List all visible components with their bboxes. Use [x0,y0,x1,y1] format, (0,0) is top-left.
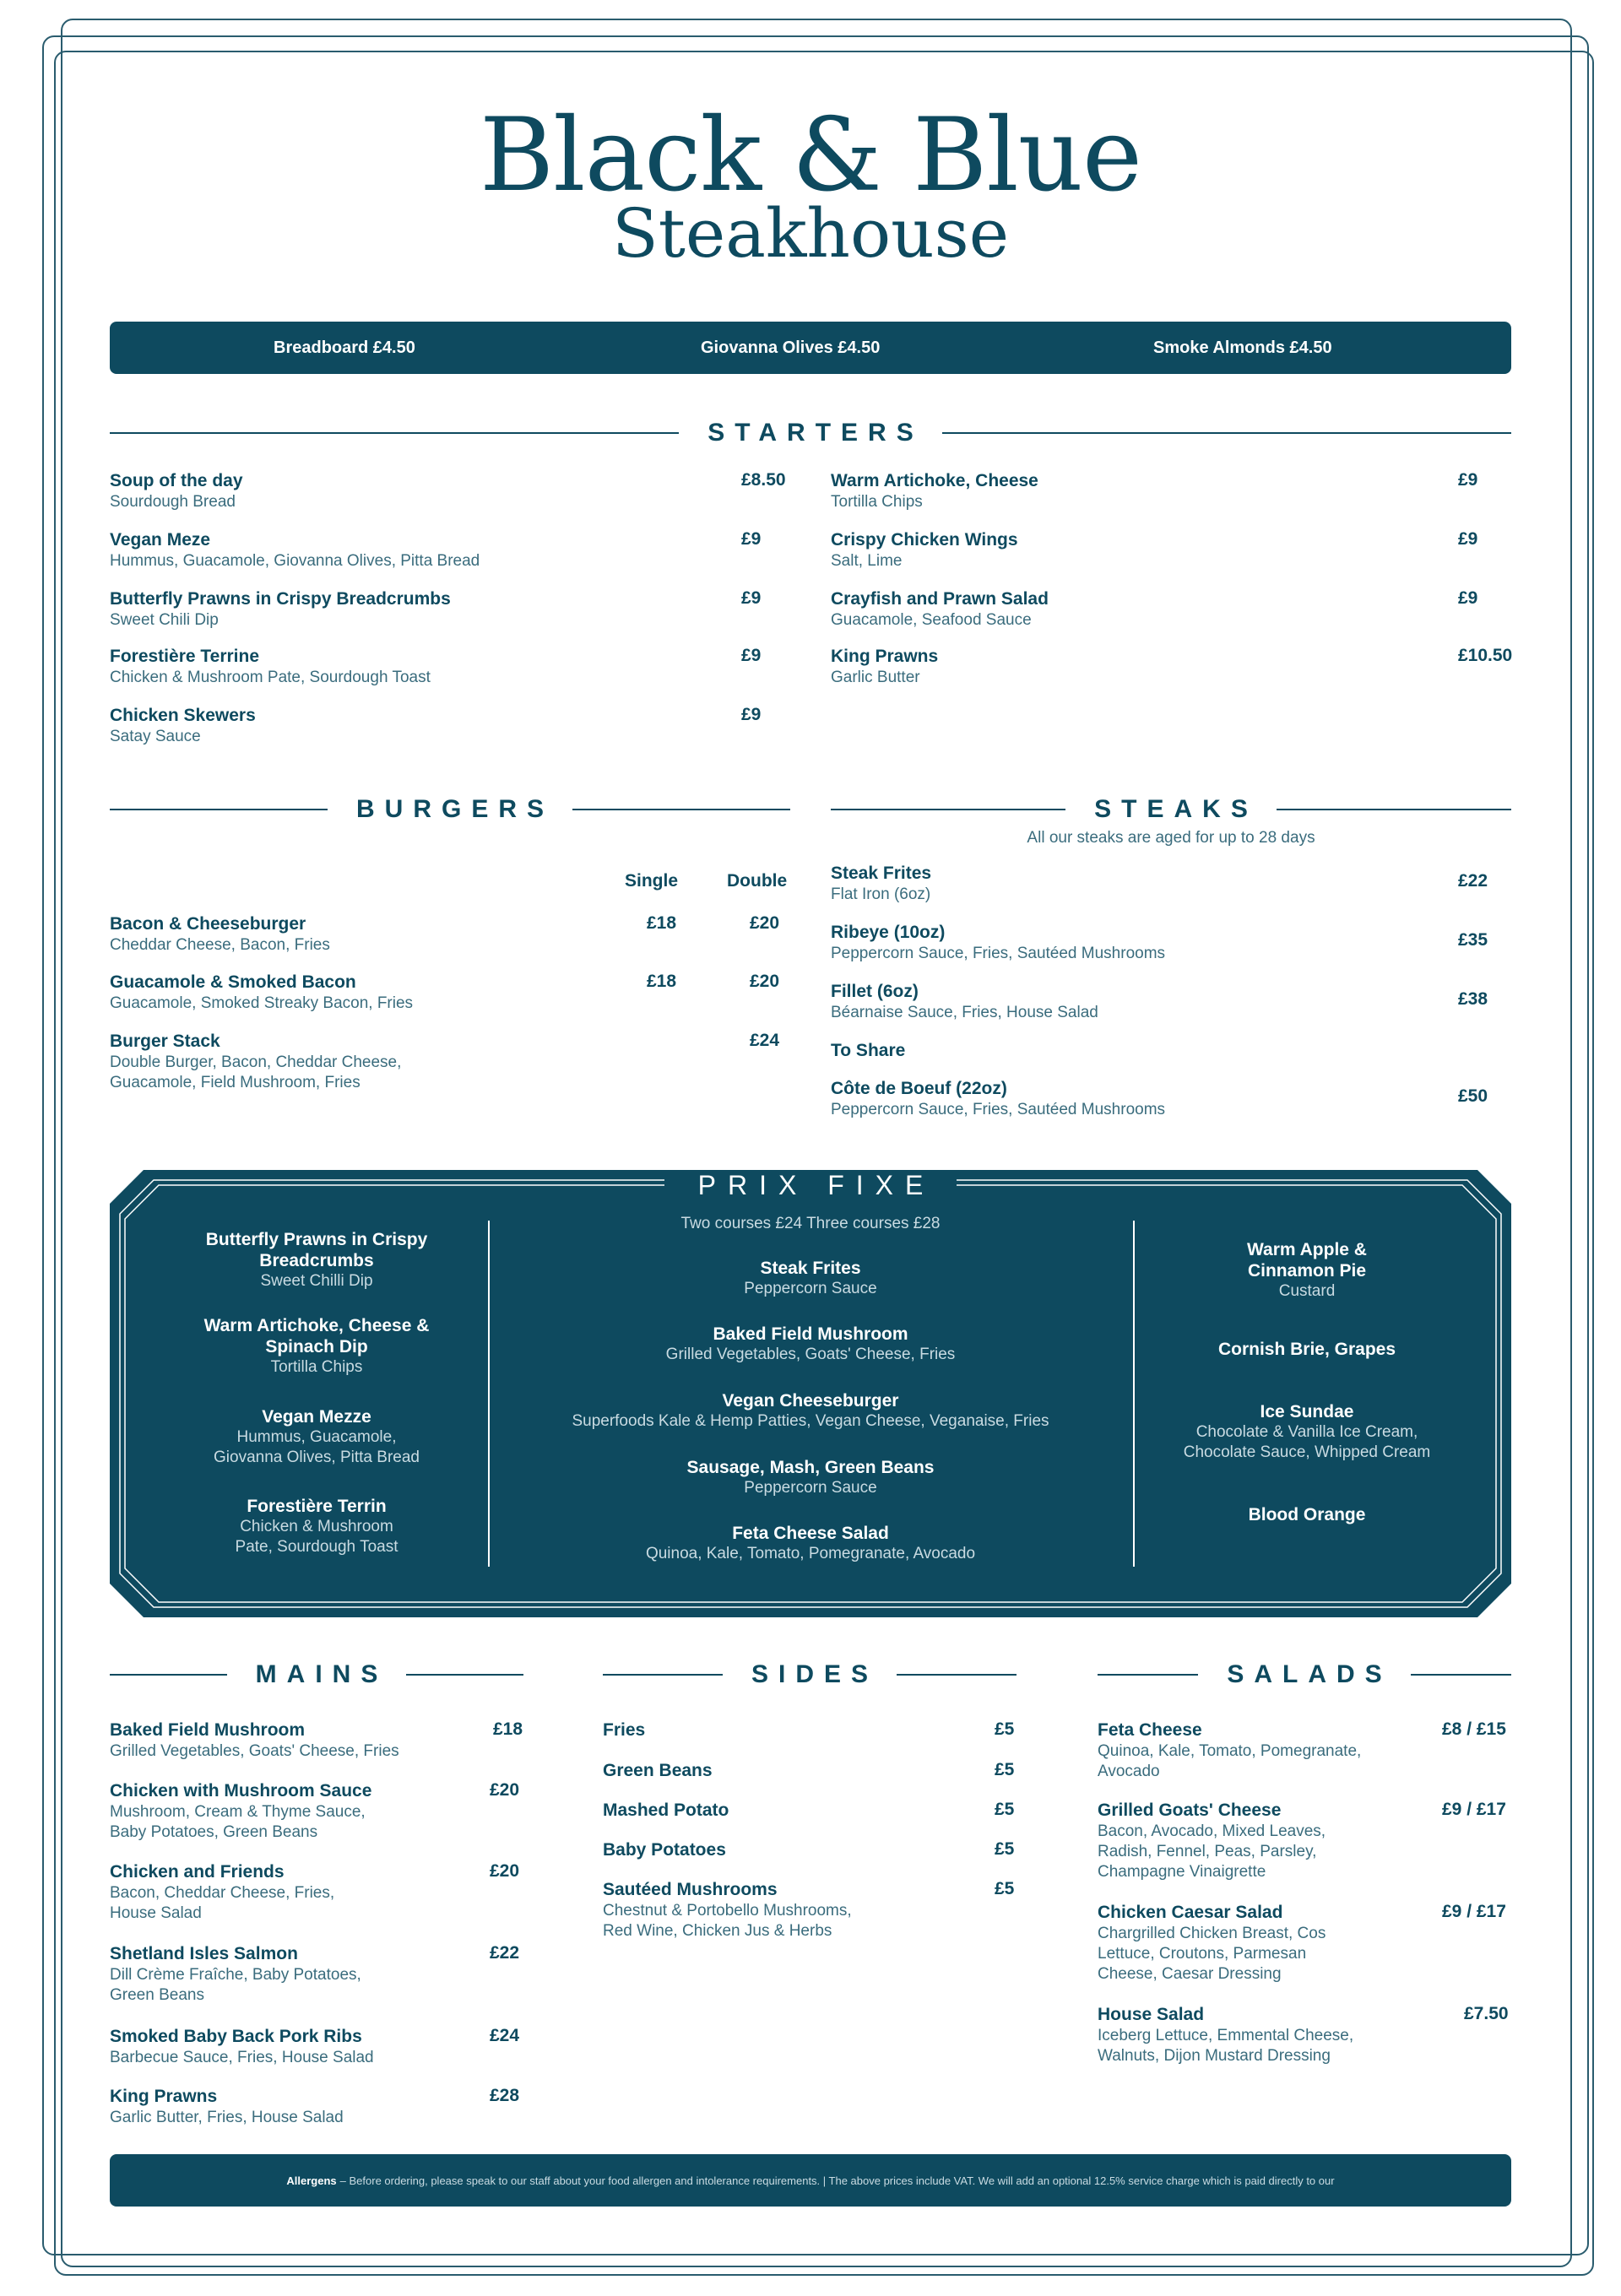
single-price: £18 [647,972,677,991]
double-price: £20 [750,972,780,991]
prix-main: Baked Field Mushroom Grilled Vegetables, Goats' Cheese, Fries [665,1324,956,1363]
double-price: £24 [750,1031,780,1050]
allergens-footer [110,2154,1511,2207]
item-price: £9 [741,529,762,549]
menu-item: Chicken and Friends Bacon, Cheddar Cheese, Fries, House Salad [110,1862,335,1922]
item-price: £5 [995,1879,1015,1898]
menu-item: Baked Field Mushroom Grilled Vegetables, Goats' Cheese, Fries [110,1720,399,1760]
menu-item: Crayfish and Prawn Salad Guacamole, Seafood Sauce [831,589,1049,629]
item-price: £9 [1458,529,1478,549]
item-price: £5 [995,1839,1015,1859]
prix-main: Sausage, Mash, Green Beans Peppercorn Sauce [686,1458,935,1497]
prix-fixe-pricing: Two courses £24 Three courses £28 [680,1215,941,1232]
menu-item: Crispy Chicken Wings Salt, Lime [831,530,1018,570]
item-price: £35 [1458,930,1488,950]
prix-main: Steak Frites Peppercorn Sauce [744,1259,877,1297]
menu-item: House Salad Iceberg Lettuce, Emmental Cheese, Walnuts, Dijon Mustard Dressing [1098,2005,1354,2065]
nibbles-bar [110,322,1511,374]
item-price: £9 [741,646,762,665]
prix-starter: Vegan Mezze Hummus, Guacamole, Giovanna Olives, Pitta Bread [214,1407,420,1466]
mains-heading: MAINS [110,1660,523,1689]
prix-starter: Forestière Terrin Chicken & Mushroom Pate, Sourdough Toast [235,1497,398,1556]
allergens-text: – Before ordering, please speak to our staff about your food allergen and intolerance requirements. | The above prices include VAT. We will add an optional 12.5% service charge which is paid directly to our [339,2174,1335,2187]
menu-item: Grilled Goats' Cheese Bacon, Avocado, Mixed Leaves, Radish, Fennel, Peas, Parsley, Champagne Vinaigrette [1098,1801,1326,1881]
item-price: £20 [490,1861,520,1881]
prix-dessert: Ice Sundae Chocolate & Vanilla Ice Cream, Chocolate Sauce, Whipped Cream [1183,1402,1431,1461]
prix-dessert: Warm Apple & Cinnamon Pie Custard [1247,1240,1367,1300]
double-price: £20 [750,913,780,933]
menu-item: Green Beans [603,1761,713,1780]
menu-item: Vegan Meze Hummus, Guacamole, Giovanna Olives, Pitta Bread [110,530,480,570]
menu-item: Butterfly Prawns in Crispy Breadcrumbs Sweet Chili Dip [110,589,451,629]
prix-starter: Warm Artichoke, Cheese & Spinach Dip Tortilla Chips [203,1316,430,1376]
divider [488,1221,490,1567]
item-price: £28 [490,2086,520,2105]
sides-heading: SIDES [603,1660,1017,1689]
menu-item: Soup of the day Sourdough Bread [110,471,243,511]
restaurant-subtitle: Steakhouse [611,194,1010,273]
restaurant-title: Black & Blue [480,97,1141,214]
menu-item: Baby Potatoes [603,1840,726,1860]
menu-item: Forestière Terrine Chicken & Mushroom Pate, Sourdough Toast [110,647,431,686]
item-price: £9 [1458,588,1478,608]
steaks-note: All our steaks are aged for up to 28 days [1027,829,1315,847]
item-price: £9 / £17 [1442,1902,1506,1921]
allergens-label: Allergens [286,2174,337,2187]
item-price: £20 [490,1780,520,1800]
double-column-header: Double [727,871,788,891]
prix-main: Feta Cheese Salad Quinoa, Kale, Tomato, Pomegranate, Avocado [645,1524,976,1562]
item-price: £22 [490,1943,520,1963]
item-price: £8.50 [741,470,786,490]
menu-item: Warm Artichoke, Cheese Tortilla Chips [831,471,1038,511]
menu-item: Chicken Caesar Salad Chargrilled Chicken Breast, Cos Lettuce, Croutons, Parmesan Cheese, Caesar Dressing [1098,1903,1326,1983]
item-price: £50 [1458,1086,1488,1106]
nibble-breadboard: Breadboard £4.50 [274,338,415,357]
menu-item: Sautéed Mushrooms Chestnut & Portobello Mushrooms, Red Wine, Chicken Jus & Herbs [603,1880,852,1940]
menu-item: Chicken with Mushroom Sauce Mushroom, Cream & Thyme Sauce, Baby Potatoes, Green Beans [110,1781,372,1841]
item-price: £7.50 [1464,2004,1509,2023]
menu-item: Fillet (6oz) Béarnaise Sauce, Fries, House Salad [831,982,1098,1021]
prix-main: Vegan Cheeseburger Superfoods Kale & Hemp Patties, Vegan Cheese, Veganaise, Fries [572,1391,1049,1430]
item-price: £9 / £17 [1442,1800,1506,1819]
nibble-olives: Giovanna Olives £4.50 [701,338,881,357]
single-column-header: Single [625,871,679,891]
item-price: £5 [995,1800,1015,1819]
item-price: £10.50 [1458,646,1513,665]
prix-fixe-heading: PRIX FIXE [110,1170,1511,1201]
menu-item: Côte de Boeuf (22oz) Peppercorn Sauce, Fries, Sautéed Mushrooms [831,1079,1166,1118]
menu-item: Chicken Skewers Satay Sauce [110,706,256,745]
item-price: £22 [1458,871,1488,891]
menu-item: Feta Cheese Quinoa, Kale, Tomato, Pomegranate, Avocado [1098,1720,1362,1780]
prix-starter: Butterfly Prawns in Crispy Breadcrumbs Sweet Chilli Dip [205,1230,428,1290]
page-border-inner [54,51,1594,2276]
item-price: £18 [493,1719,523,1739]
burgers-heading: BURGERS [110,795,790,824]
menu-item: Fries [603,1720,646,1740]
item-price: £5 [995,1760,1015,1779]
menu-item: Mashed Potato [603,1801,729,1820]
salads-heading: SALADS [1098,1660,1511,1689]
menu-item: Bacon & Cheeseburger Cheddar Cheese, Bacon, Fries [110,914,330,954]
nibble-almonds: Smoke Almonds £4.50 [1153,338,1332,357]
item-price: £8 / £15 [1442,1719,1506,1739]
menu-item: Ribeye (10oz) Peppercorn Sauce, Fries, Sautéed Mushrooms [831,923,1166,962]
prix-dessert: Blood Orange [1248,1505,1366,1524]
menu-item: Guacamole & Smoked Bacon Guacamole, Smoked Streaky Bacon, Fries [110,972,414,1012]
menu-item: Smoked Baby Back Pork Ribs Barbecue Sauce, Fries, House Salad [110,2027,374,2066]
single-price: £18 [647,913,677,933]
prix-fixe-panel [110,1170,1511,1617]
item-price: £38 [1458,989,1488,1009]
starters-heading: STARTERS [110,419,1511,447]
to-share-label: To Share [831,1041,906,1060]
divider [1133,1221,1135,1567]
menu-item: King Prawns Garlic Butter, Fries, House Salad [110,2087,344,2126]
menu-item: King Prawns Garlic Butter [831,647,939,686]
item-price: £5 [995,1719,1015,1739]
prix-dessert: Cornish Brie, Grapes [1217,1340,1396,1359]
item-price: £9 [741,588,762,608]
steaks-heading: STEAKS [831,795,1511,824]
menu-item: Steak Frites Flat Iron (6oz) [831,864,932,903]
menu-item: Shetland Isles Salmon Dill Crème Fraîche, Baby Potatoes, Green Beans [110,1944,361,2004]
item-price: £24 [490,2026,520,2045]
item-price: £9 [741,705,762,724]
item-price: £9 [1458,470,1478,490]
menu-item: Burger Stack Double Burger, Bacon, Cheddar Cheese, Guacamole, Field Mushroom, Fries [110,1032,402,1091]
